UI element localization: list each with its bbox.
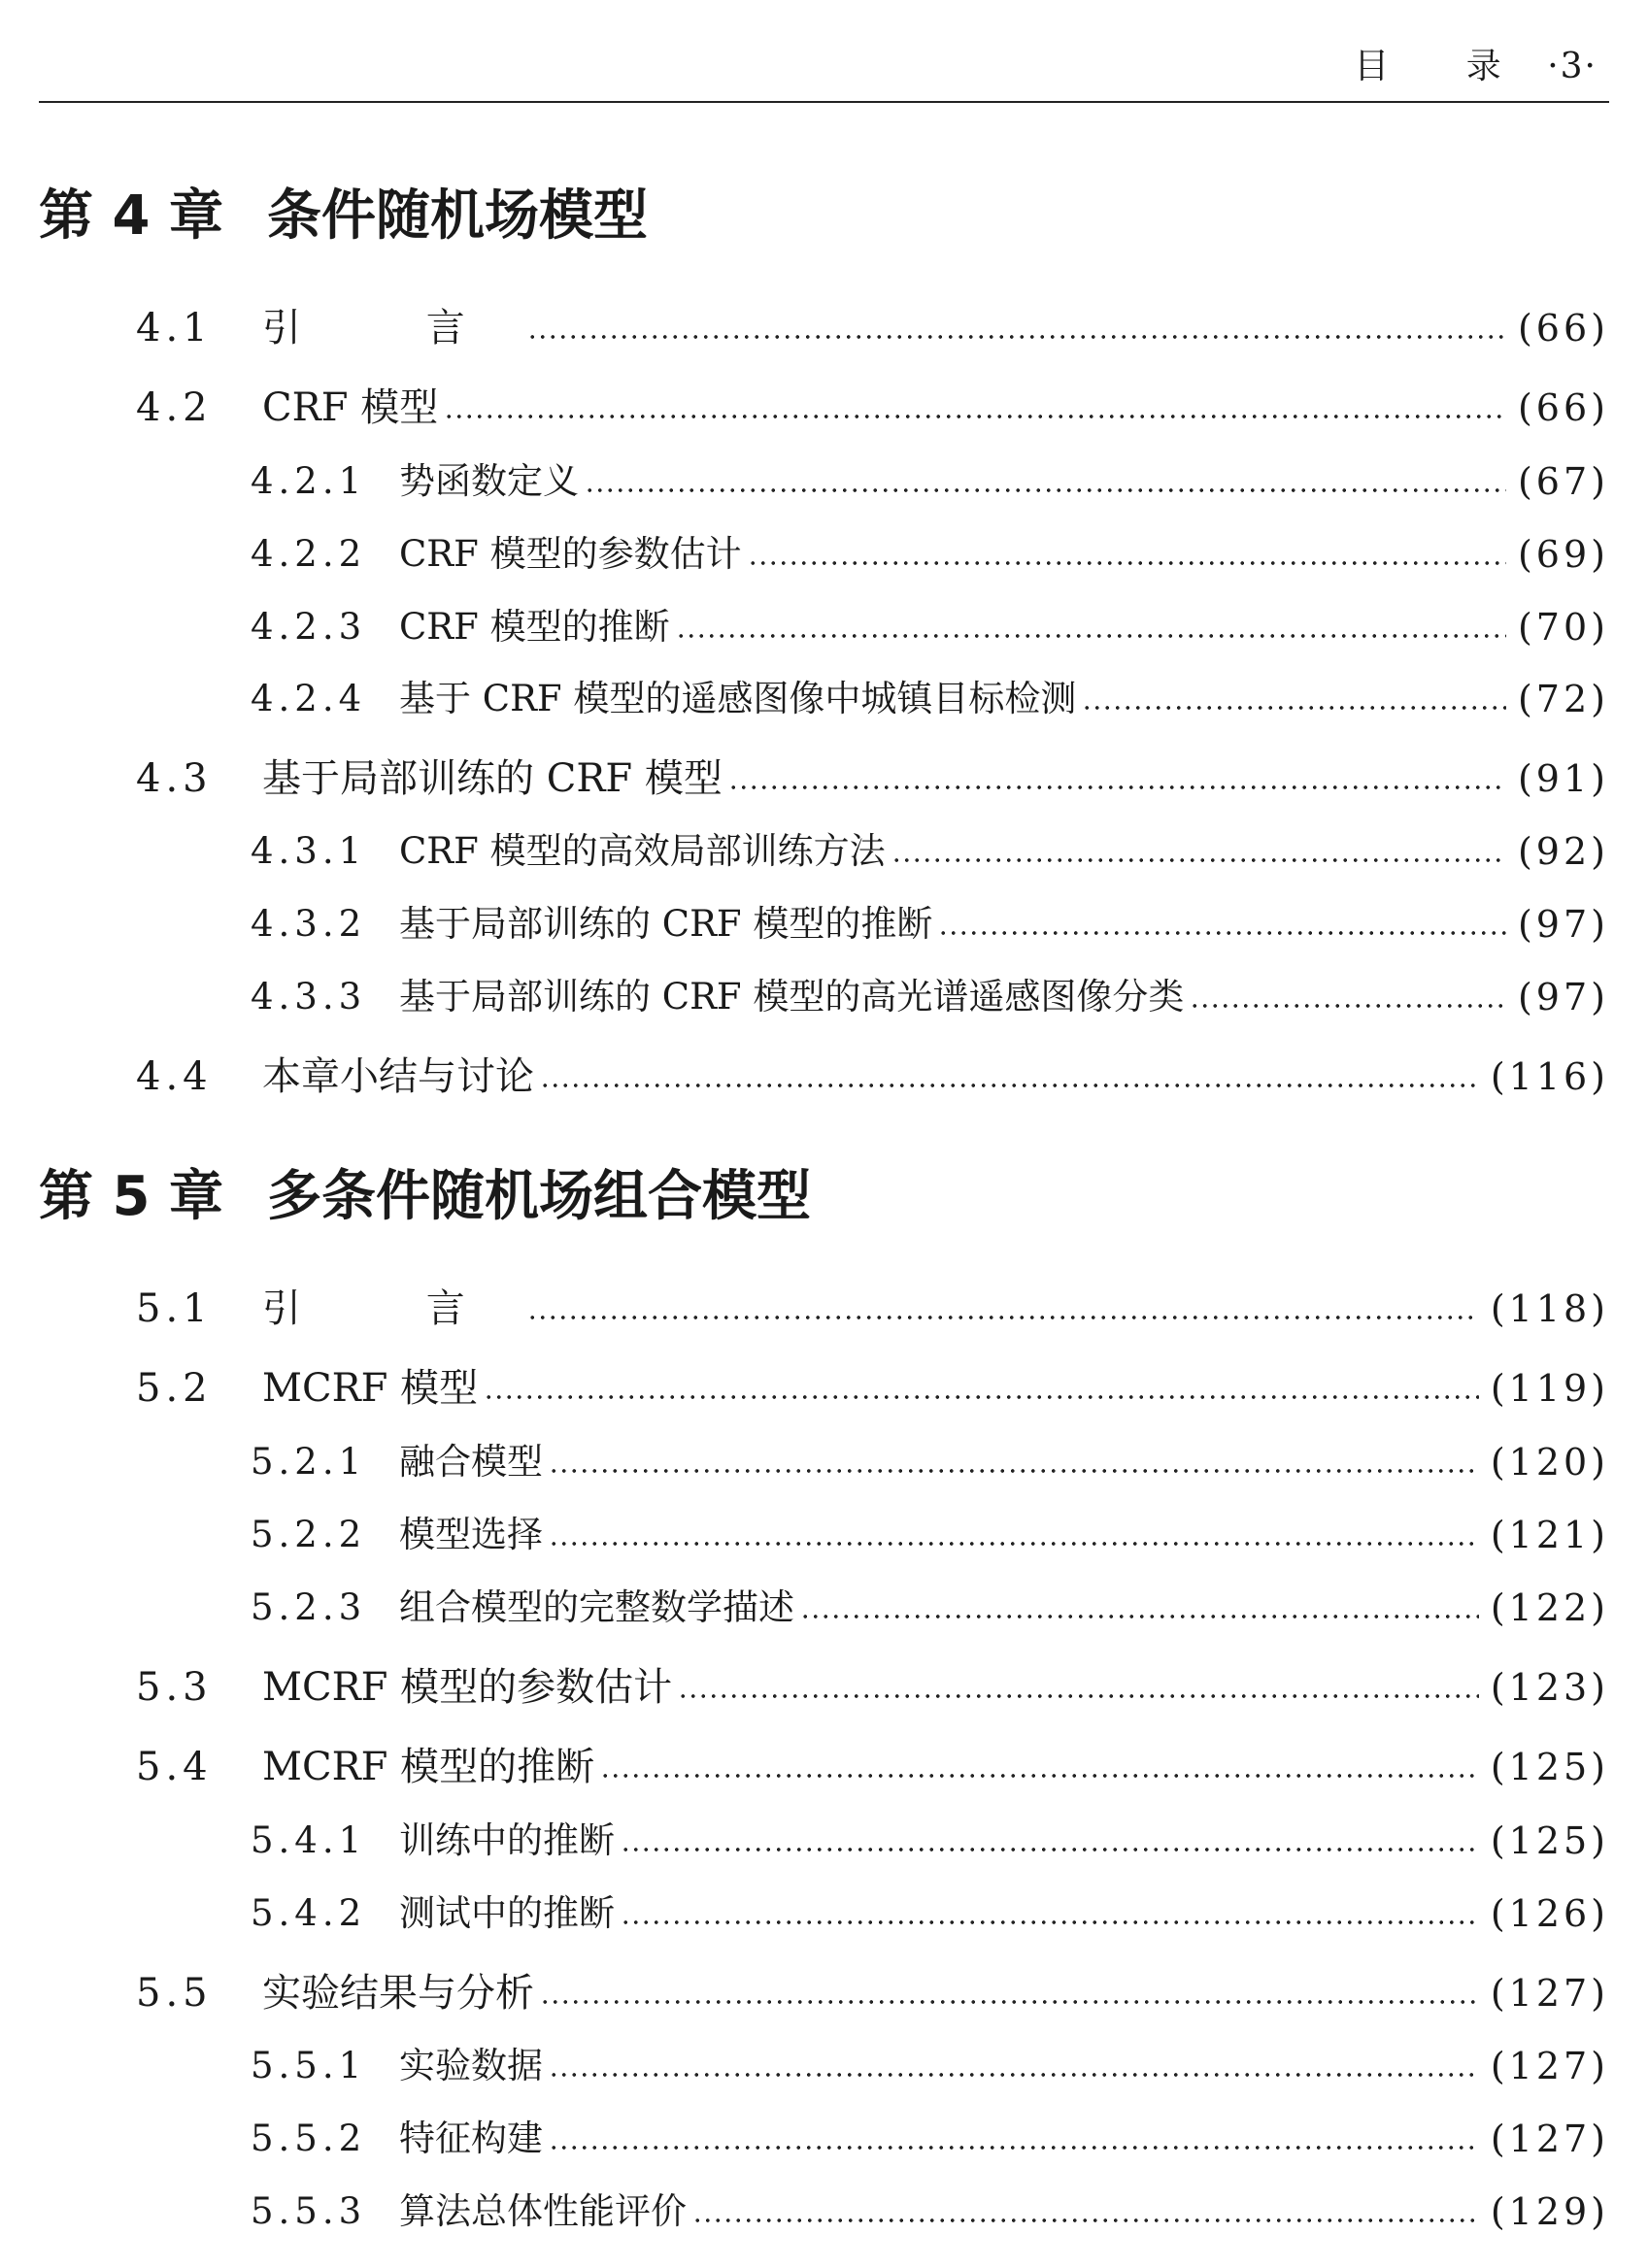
entry-title: CRF 模型的高效局部训练方法 — [399, 830, 886, 872]
entry-number: 5.5.2 — [251, 2118, 367, 2159]
entry-title: 训练中的推断 — [399, 1819, 615, 1861]
entry-title: CRF 模型 — [262, 385, 439, 430]
header-rule — [39, 101, 1609, 103]
entry-page: (97) — [1517, 903, 1609, 946]
entry-number: 4.2.1 — [251, 460, 367, 502]
entry-title: 基于局部训练的 CRF 模型的推断 — [399, 903, 933, 945]
entry-page: (127) — [1490, 2045, 1609, 2087]
toc-section-entry[interactable] — [136, 1051, 1609, 1102]
entry-page: (66) — [1517, 386, 1609, 429]
dot-leader — [484, 1363, 1479, 1414]
toc-subsection-entry[interactable] — [251, 2186, 1609, 2237]
dot-leader — [621, 1816, 1479, 1866]
running-head — [1354, 39, 1598, 88]
entry-number: 5.5.1 — [251, 2045, 367, 2086]
dot-leader — [678, 1662, 1479, 1713]
dot-leader — [444, 383, 1506, 433]
toc-subsection-entry[interactable] — [251, 1888, 1609, 1939]
entry-page: (121) — [1490, 1514, 1609, 1556]
chapter-number: 第 4 章 — [39, 184, 223, 248]
dot-leader — [800, 1583, 1479, 1633]
entry-page: (119) — [1490, 1367, 1609, 1410]
chapter-title: 多条件随机场组合模型 — [267, 1165, 811, 1228]
entry-number: 4.1 — [136, 306, 213, 350]
dot-leader — [676, 602, 1506, 652]
toc-section-entry[interactable] — [136, 303, 1609, 353]
entry-title: 组合模型的完整数学描述 — [399, 1586, 794, 1628]
entry-number: 4.3 — [136, 756, 213, 801]
toc-subsection-entry[interactable] — [251, 826, 1609, 877]
dot-leader — [692, 2186, 1479, 2237]
entry-page: (126) — [1490, 1892, 1609, 1935]
entry-number: 5.2 — [136, 1366, 213, 1411]
chapter-title: 条件随机场模型 — [267, 184, 648, 248]
entry-title: MCRF 模型的推断 — [262, 1745, 595, 1789]
entry-number: 5.4.2 — [251, 1892, 367, 1934]
dot-leader — [748, 529, 1506, 580]
toc-subsection-entry[interactable] — [251, 529, 1609, 580]
dot-leader — [527, 303, 1506, 353]
entry-number: 4.4 — [136, 1054, 213, 1099]
running-head-title: 目 录 — [1354, 47, 1534, 86]
entry-number: 5.2.3 — [251, 1586, 367, 1628]
chapter-heading — [39, 1163, 811, 1231]
toc-subsection-entry[interactable] — [251, 1583, 1609, 1633]
chapter-heading — [39, 183, 648, 250]
entry-number: 5.4.1 — [251, 1819, 367, 1861]
entry-title: CRF 模型的推断 — [399, 606, 670, 648]
toc-subsection-entry[interactable] — [251, 1816, 1609, 1866]
toc-section-entry[interactable] — [136, 1968, 1609, 2018]
entry-title: 引 言 — [262, 1286, 521, 1331]
dot-leader — [549, 2114, 1479, 2164]
entry-title: 基于局部训练的 CRF 模型 — [262, 756, 723, 801]
entry-title: 模型选择 — [399, 1514, 543, 1555]
toc-section-entry[interactable] — [136, 1662, 1609, 1713]
toc-section-entry[interactable] — [136, 753, 1609, 804]
dot-leader — [728, 753, 1506, 804]
entry-page: (72) — [1517, 678, 1609, 720]
entry-number: 5.2.2 — [251, 1514, 367, 1555]
toc-section-entry[interactable] — [136, 383, 1609, 433]
entry-number: 5.3 — [136, 1665, 213, 1710]
entry-page: (91) — [1517, 757, 1609, 800]
toc-subsection-entry[interactable] — [251, 2041, 1609, 2091]
entry-page: (69) — [1517, 533, 1609, 576]
entry-title: 融合模型 — [399, 1441, 543, 1483]
entry-number: 4.2.3 — [251, 606, 367, 648]
toc-subsection-entry[interactable] — [251, 456, 1609, 507]
entry-page: (129) — [1490, 2190, 1609, 2233]
entry-number: 4.3.1 — [251, 830, 367, 872]
entry-page: (67) — [1517, 460, 1609, 503]
entry-page: (127) — [1490, 1972, 1609, 2015]
dot-leader — [600, 1742, 1479, 1792]
toc-subsection-entry[interactable] — [251, 602, 1609, 652]
dot-leader — [549, 2041, 1479, 2091]
dot-leader — [621, 1888, 1479, 1939]
entry-title: 算法总体性能评价 — [399, 2190, 687, 2232]
entry-number: 5.5.3 — [251, 2190, 367, 2232]
entry-title: 实验结果与分析 — [262, 1971, 534, 2016]
dot-leader — [549, 1510, 1479, 1560]
entry-title: MCRF 模型的参数估计 — [262, 1665, 673, 1710]
entry-page: (70) — [1517, 606, 1609, 649]
dot-leader — [585, 456, 1506, 507]
toc-subsection-entry[interactable] — [251, 1510, 1609, 1560]
entry-page: (118) — [1490, 1287, 1609, 1330]
entry-number: 4.3.3 — [251, 976, 367, 1017]
toc-section-entry[interactable] — [136, 1284, 1609, 1334]
entry-page: (122) — [1490, 1586, 1609, 1629]
entry-page: (97) — [1517, 976, 1609, 1018]
entry-page: (66) — [1517, 307, 1609, 350]
entry-number: 4.2 — [136, 385, 213, 430]
entry-title: 基于 CRF 模型的遥感图像中城镇目标检测 — [399, 678, 1077, 719]
entry-title: 特征构建 — [399, 2118, 543, 2159]
dot-leader — [938, 899, 1506, 950]
entry-number: 5.1 — [136, 1286, 213, 1331]
entry-title: CRF 模型的参数估计 — [399, 533, 742, 575]
toc-section-entry[interactable] — [136, 1742, 1609, 1792]
entry-page: (125) — [1490, 1819, 1609, 1862]
entry-title: MCRF 模型 — [262, 1366, 479, 1411]
entry-title: 实验数据 — [399, 2045, 543, 2086]
entry-page: (116) — [1490, 1055, 1609, 1098]
dot-leader — [540, 1968, 1479, 2018]
entry-number: 4.2.4 — [251, 678, 367, 719]
entry-page: (120) — [1490, 1441, 1609, 1484]
entry-title: 测试中的推断 — [399, 1892, 615, 1934]
entry-title: 引 言 — [262, 306, 521, 350]
toc-subsection-entry[interactable] — [251, 2114, 1609, 2164]
entry-number: 4.2.2 — [251, 533, 367, 575]
entry-page: (123) — [1490, 1666, 1609, 1709]
entry-page: (92) — [1517, 830, 1609, 873]
dot-leader — [1190, 972, 1506, 1022]
entry-title: 本章小结与讨论 — [262, 1054, 534, 1099]
dot-leader — [540, 1051, 1479, 1102]
entry-number: 5.5 — [136, 1971, 213, 2016]
entry-page: (125) — [1490, 1746, 1609, 1788]
entry-number: 5.2.1 — [251, 1441, 367, 1483]
entry-number: 5.4 — [136, 1745, 213, 1789]
chapter-number: 第 5 章 — [39, 1165, 223, 1228]
toc-subsection-entry[interactable] — [251, 1437, 1609, 1487]
dot-leader — [1082, 674, 1506, 724]
toc-section-entry[interactable] — [136, 1363, 1609, 1414]
entry-number: 4.3.2 — [251, 903, 367, 945]
dot-leader — [549, 1437, 1479, 1487]
entry-title: 势函数定义 — [399, 460, 579, 502]
toc-subsection-entry[interactable] — [251, 972, 1609, 1022]
page-number: ·3· — [1547, 47, 1598, 86]
dot-leader — [891, 826, 1506, 877]
entry-title: 基于局部训练的 CRF 模型的高光谱遥感图像分类 — [399, 976, 1185, 1017]
toc-subsection-entry[interactable] — [251, 899, 1609, 950]
dot-leader — [527, 1284, 1479, 1334]
entry-page: (127) — [1490, 2118, 1609, 2160]
toc-subsection-entry[interactable] — [251, 674, 1609, 724]
